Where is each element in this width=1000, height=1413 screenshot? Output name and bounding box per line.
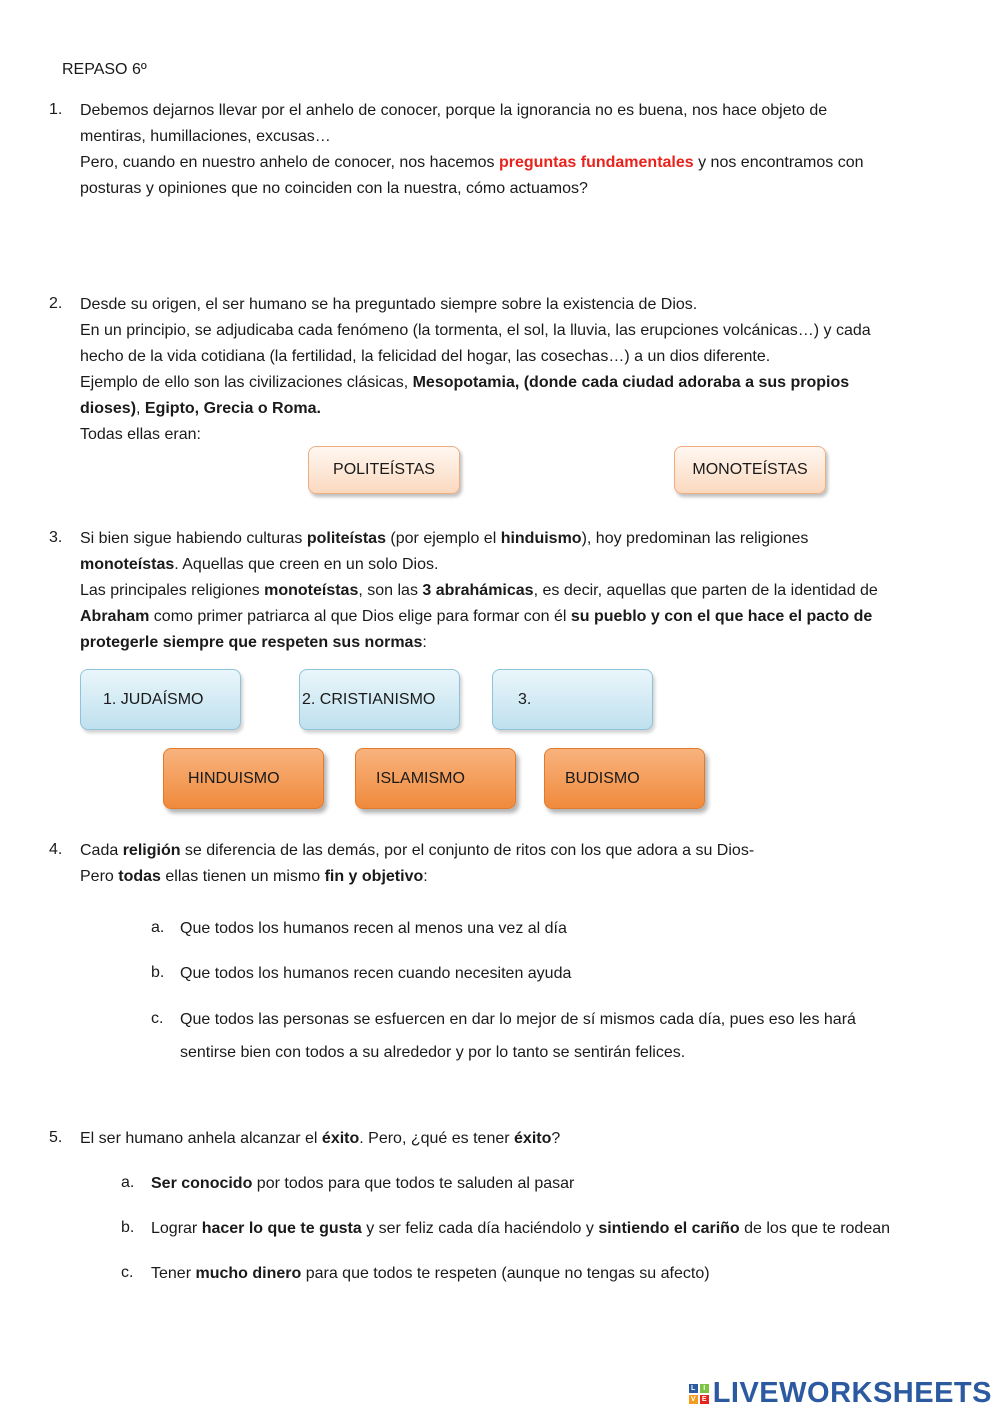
logo-mark-icon: L I V E [689, 1384, 709, 1404]
question-number: 4. [49, 841, 63, 858]
question-text: Cada religión se diferencia de las demás, por el conjunto de ritos con los que adora a su Dios- [80, 842, 755, 859]
question-text: Todas ellas eran: [80, 426, 201, 443]
answer-slot-1[interactable]: 1. JUDAÍSMO [80, 669, 241, 730]
question-text: Pero, cuando en nuestro anhelo de conocer, nos hacemos preguntas fundamentales y nos encontramos con [80, 154, 864, 171]
question-number: 3. [49, 529, 63, 546]
liveworksheets-logo [689, 1377, 992, 1410]
answer-slot-3-dropzone[interactable]: 3. [492, 669, 653, 730]
question-text: Ejemplo de ello son las civilizaciones clásicas, Mesopotamia, (donde cada ciudad adoraba a sus propios [80, 374, 850, 391]
question-text: posturas y opiniones que no coinciden con la nuestra, cómo actuamos? [80, 180, 588, 197]
page-title: REPASO 6º [62, 61, 147, 78]
question-text: mentiras, humillaciones, excusas… [80, 128, 331, 145]
question-text: Abraham como primer patriarca al que Dios elige para formar con él su pueblo y con el que hace el pacto de [80, 608, 873, 625]
option-5a[interactable]: Ser conocido por todos para que todos te saluden al pasar [151, 1175, 575, 1192]
question-text: dioses), Egipto, Grecia o Roma. [80, 400, 321, 417]
logo-text: LIVEWORKSHEETS [712, 1377, 992, 1409]
question-text: Debemos dejarnos llevar por el anhelo de conocer, porque la ignorancia no es buena, nos hace objeto de [80, 102, 828, 119]
answer-slot-2[interactable]: 2. CRISTIANISMO [299, 669, 460, 730]
drag-option-budismo[interactable]: BUDISMO [544, 748, 705, 809]
answer-option-monoteistas[interactable]: MONOTEÍSTAS [674, 446, 826, 494]
option-label: c. [151, 1010, 164, 1027]
option-5c[interactable]: Tener mucho dinero para que todos te respeten (aunque no tengas su afecto) [151, 1265, 710, 1282]
drag-option-islamismo[interactable]: ISLAMISMO [355, 748, 516, 809]
question-text: Las principales religiones monoteístas, son las 3 abrahámicas, es decir, aquellas que parten de la identidad de [80, 582, 878, 599]
highlight-text: preguntas fundamentales [498, 154, 694, 171]
option-4c-continued[interactable]: sentirse bien con todos a su alrededor y por lo tanto se sentirán felices. [180, 1044, 686, 1061]
question-text: protegerle siempre que respeten sus normas: [80, 634, 427, 651]
option-5b[interactable]: Lograr hacer lo que te gusta y ser feliz cada día haciéndolo y sintiendo el cariño de los que te rodean [151, 1220, 891, 1237]
option-4c[interactable]: Que todos las personas se esfuercen en dar lo mejor de sí mismos cada día, pues eso les hará [180, 1011, 856, 1028]
answer-option-politeistas[interactable]: POLITEÍSTAS [308, 446, 460, 494]
option-4a[interactable]: Que todos los humanos recen al menos una vez al día [180, 920, 567, 937]
option-label: c. [121, 1264, 134, 1281]
question-number: 5. [49, 1129, 63, 1146]
option-label: b. [151, 964, 165, 981]
option-label: a. [151, 919, 165, 936]
question-text: El ser humano anhela alcanzar el éxito. Pero, ¿qué es tener éxito? [80, 1130, 561, 1147]
question-text: hecho de la vida cotidiana (la fertilidad, la felicidad del hogar, las cosechas…) a un dios diferente. [80, 348, 771, 365]
question-number: 2. [49, 295, 63, 312]
option-4b[interactable]: Que todos los humanos recen cuando necesiten ayuda [180, 965, 572, 982]
question-text: En un principio, se adjudicaba cada fenómeno (la tormenta, el sol, la lluvia, las erupciones volcánicas…) y cada [80, 322, 871, 339]
option-label: a. [121, 1174, 135, 1191]
option-label: b. [121, 1219, 135, 1236]
question-text: Pero todas ellas tienen un mismo fin y objetivo: [80, 868, 428, 885]
question-text: Si bien sigue habiendo culturas politeístas (por ejemplo el hinduismo), hoy predominan las religiones [80, 530, 809, 547]
drag-option-hinduismo[interactable]: HINDUISMO [163, 748, 324, 809]
question-text: monoteístas. Aquellas que creen en un solo Dios. [80, 556, 439, 573]
question-text: Desde su origen, el ser humano se ha preguntado siempre sobre la existencia de Dios. [80, 296, 698, 313]
question-number: 1. [49, 101, 63, 118]
